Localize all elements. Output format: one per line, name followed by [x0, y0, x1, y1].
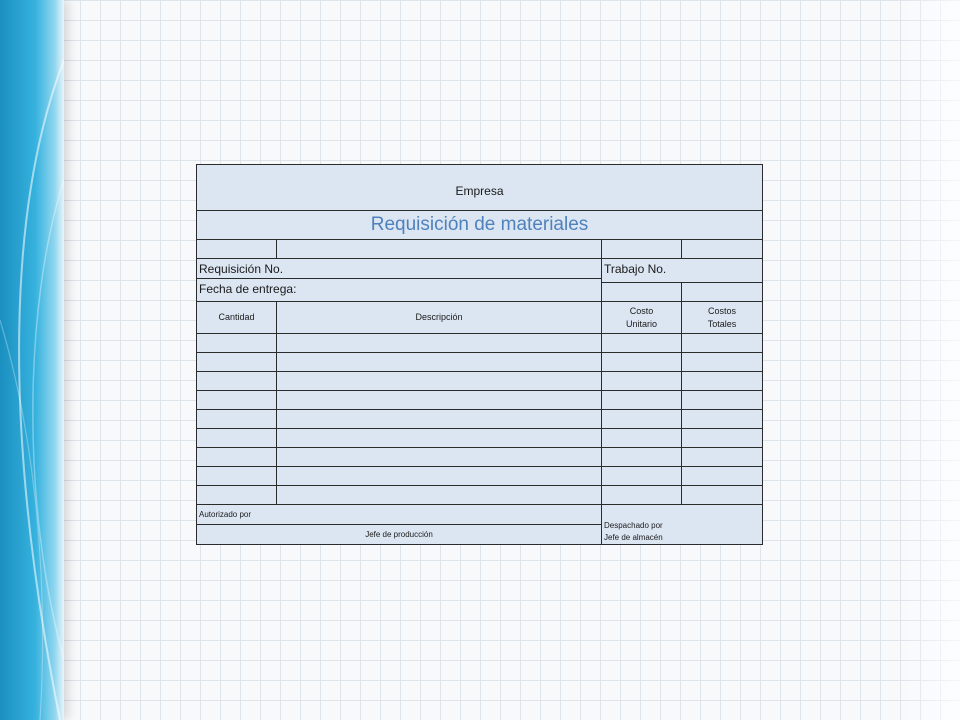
- cell: [277, 334, 602, 353]
- total-cost-line2: Totales: [707, 318, 737, 329]
- cell: [277, 391, 602, 410]
- cell: [602, 486, 682, 505]
- table-row: [197, 467, 763, 486]
- table-row: [197, 410, 763, 429]
- blank-cell: [682, 240, 763, 259]
- cell: [277, 467, 602, 486]
- cell: [602, 391, 682, 410]
- cell: [277, 448, 602, 467]
- production-head-label: Jefe de producción: [197, 525, 602, 545]
- blank-cell: [682, 283, 763, 302]
- cell: [197, 486, 277, 505]
- form-title: Requisición de materiales: [197, 211, 763, 240]
- blank-cell: [197, 240, 277, 259]
- cell: [682, 334, 763, 353]
- unit-cost-line1: Costo: [629, 305, 654, 316]
- authorized-by-label: Autorizado por: [197, 505, 602, 525]
- table-row: [197, 372, 763, 391]
- cell: [602, 353, 682, 372]
- cell: [682, 486, 763, 505]
- column-header-quantity: Cantidad: [197, 302, 277, 334]
- job-number-label: Trabajo No.: [602, 259, 763, 283]
- blank-cell: [277, 240, 602, 259]
- cell: [197, 410, 277, 429]
- cell: [197, 467, 277, 486]
- table-row: [197, 353, 763, 372]
- cell: [277, 410, 602, 429]
- blank-cell: [602, 240, 682, 259]
- table-row: [197, 429, 763, 448]
- cell: [682, 429, 763, 448]
- cell: [682, 410, 763, 429]
- column-header-unit-cost: [602, 302, 682, 334]
- company-name: Empresa: [197, 165, 763, 211]
- delivery-date-label: Fecha de entrega:: [197, 279, 602, 302]
- cell: [682, 448, 763, 467]
- cell: [602, 467, 682, 486]
- total-cost-line1: Costos: [708, 305, 737, 316]
- requisition-number-label: Requisición No.: [197, 259, 602, 279]
- warehouse-head-label: Jefe de almacén: [604, 533, 663, 542]
- cell: [197, 334, 277, 353]
- cell: [197, 391, 277, 410]
- cell: [277, 353, 602, 372]
- table-row: [197, 448, 763, 467]
- cell: [682, 467, 763, 486]
- cell: [277, 372, 602, 391]
- cell: [602, 429, 682, 448]
- cell: [197, 448, 277, 467]
- decorative-right-fade: [900, 0, 960, 720]
- column-header-description: Descripción: [277, 302, 602, 334]
- cell: [197, 372, 277, 391]
- cell: [197, 429, 277, 448]
- side-band-curves: [0, 0, 64, 720]
- table-row: [197, 391, 763, 410]
- blank-cell: [602, 283, 682, 302]
- unit-cost-line2: Unitario: [625, 318, 657, 329]
- cell: [277, 486, 602, 505]
- cell: [197, 353, 277, 372]
- column-header-total-cost: [682, 302, 763, 334]
- cell: [602, 334, 682, 353]
- cell: [682, 391, 763, 410]
- requisition-form-table: [196, 164, 763, 545]
- cell: [277, 429, 602, 448]
- cell: [682, 372, 763, 391]
- cell: [602, 372, 682, 391]
- cell: [602, 410, 682, 429]
- cell: [602, 448, 682, 467]
- decorative-side-band: [0, 0, 64, 720]
- table-row: [197, 486, 763, 505]
- table-row: [197, 334, 763, 353]
- dispatched-by-label: Despachado por: [604, 521, 663, 530]
- dispatched-by-block: [602, 505, 763, 545]
- cell: [682, 353, 763, 372]
